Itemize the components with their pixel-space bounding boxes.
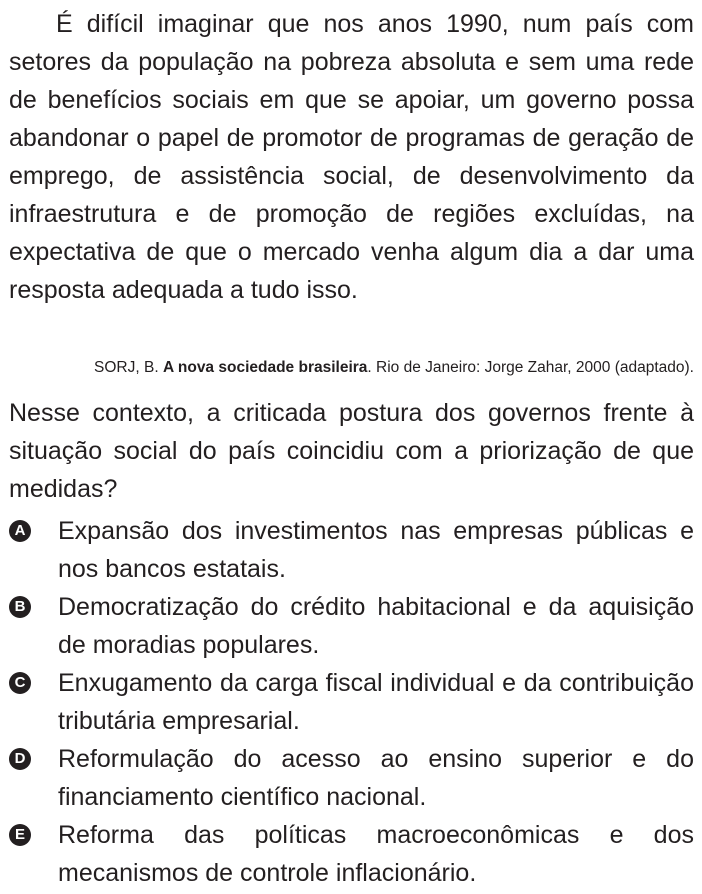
option-e-letter-icon: E bbox=[9, 824, 31, 846]
option-b-letter-icon: B bbox=[9, 596, 31, 618]
option-b-text: Democratização do crédito habitacional e da aquisição de moradias populares. bbox=[58, 593, 694, 659]
option-e-text: Reforma das políticas macroeconômicas e dos mecanismos de controle inflacionário. bbox=[58, 821, 694, 887]
option-c-letter-icon: C bbox=[9, 672, 31, 694]
option-e[interactable] bbox=[9, 816, 694, 892]
option-c-text: Enxugamento da carga fiscal individual e da contribuição tributária empresarial. bbox=[58, 669, 694, 735]
option-d-text: Reformulação do acesso ao ensino superior e do financiamento científico nacional. bbox=[58, 745, 694, 811]
citation-author: SORJ, B. bbox=[94, 359, 159, 376]
citation-details: . Rio de Janeiro: Jorge Zahar, 2000 (adaptado). bbox=[367, 359, 694, 376]
citation bbox=[9, 358, 694, 378]
passage-text: É difícil imaginar que nos anos 1990, num país com setores da população na pobreza absoluta e sem uma rede de benefícios sociais em que se apoiar, um governo possa abandonar o papel de promotor de programas de geração de emprego, de assistência social, de desenvolvimento da infraestrutura e de promoção de regiões excluídas, na expectativa de que o mercado venha algum dia a dar uma resposta adequada a tudo isso. bbox=[9, 10, 694, 304]
option-d-letter-icon: D bbox=[9, 748, 31, 770]
question-stem: Nesse contexto, a criticada postura dos governos frente à situação social do país coincidiu com a priorização de que medidas? bbox=[9, 399, 694, 503]
option-a[interactable] bbox=[9, 512, 694, 588]
answer-options bbox=[9, 512, 694, 892]
option-d[interactable] bbox=[9, 740, 694, 816]
option-c[interactable] bbox=[9, 664, 694, 740]
option-b[interactable] bbox=[9, 588, 694, 664]
option-a-letter-icon: A bbox=[9, 520, 31, 542]
citation-title: A nova sociedade brasileira bbox=[162, 359, 368, 376]
option-a-text: Expansão dos investimentos nas empresas públicas e nos bancos estatais. bbox=[58, 517, 694, 583]
